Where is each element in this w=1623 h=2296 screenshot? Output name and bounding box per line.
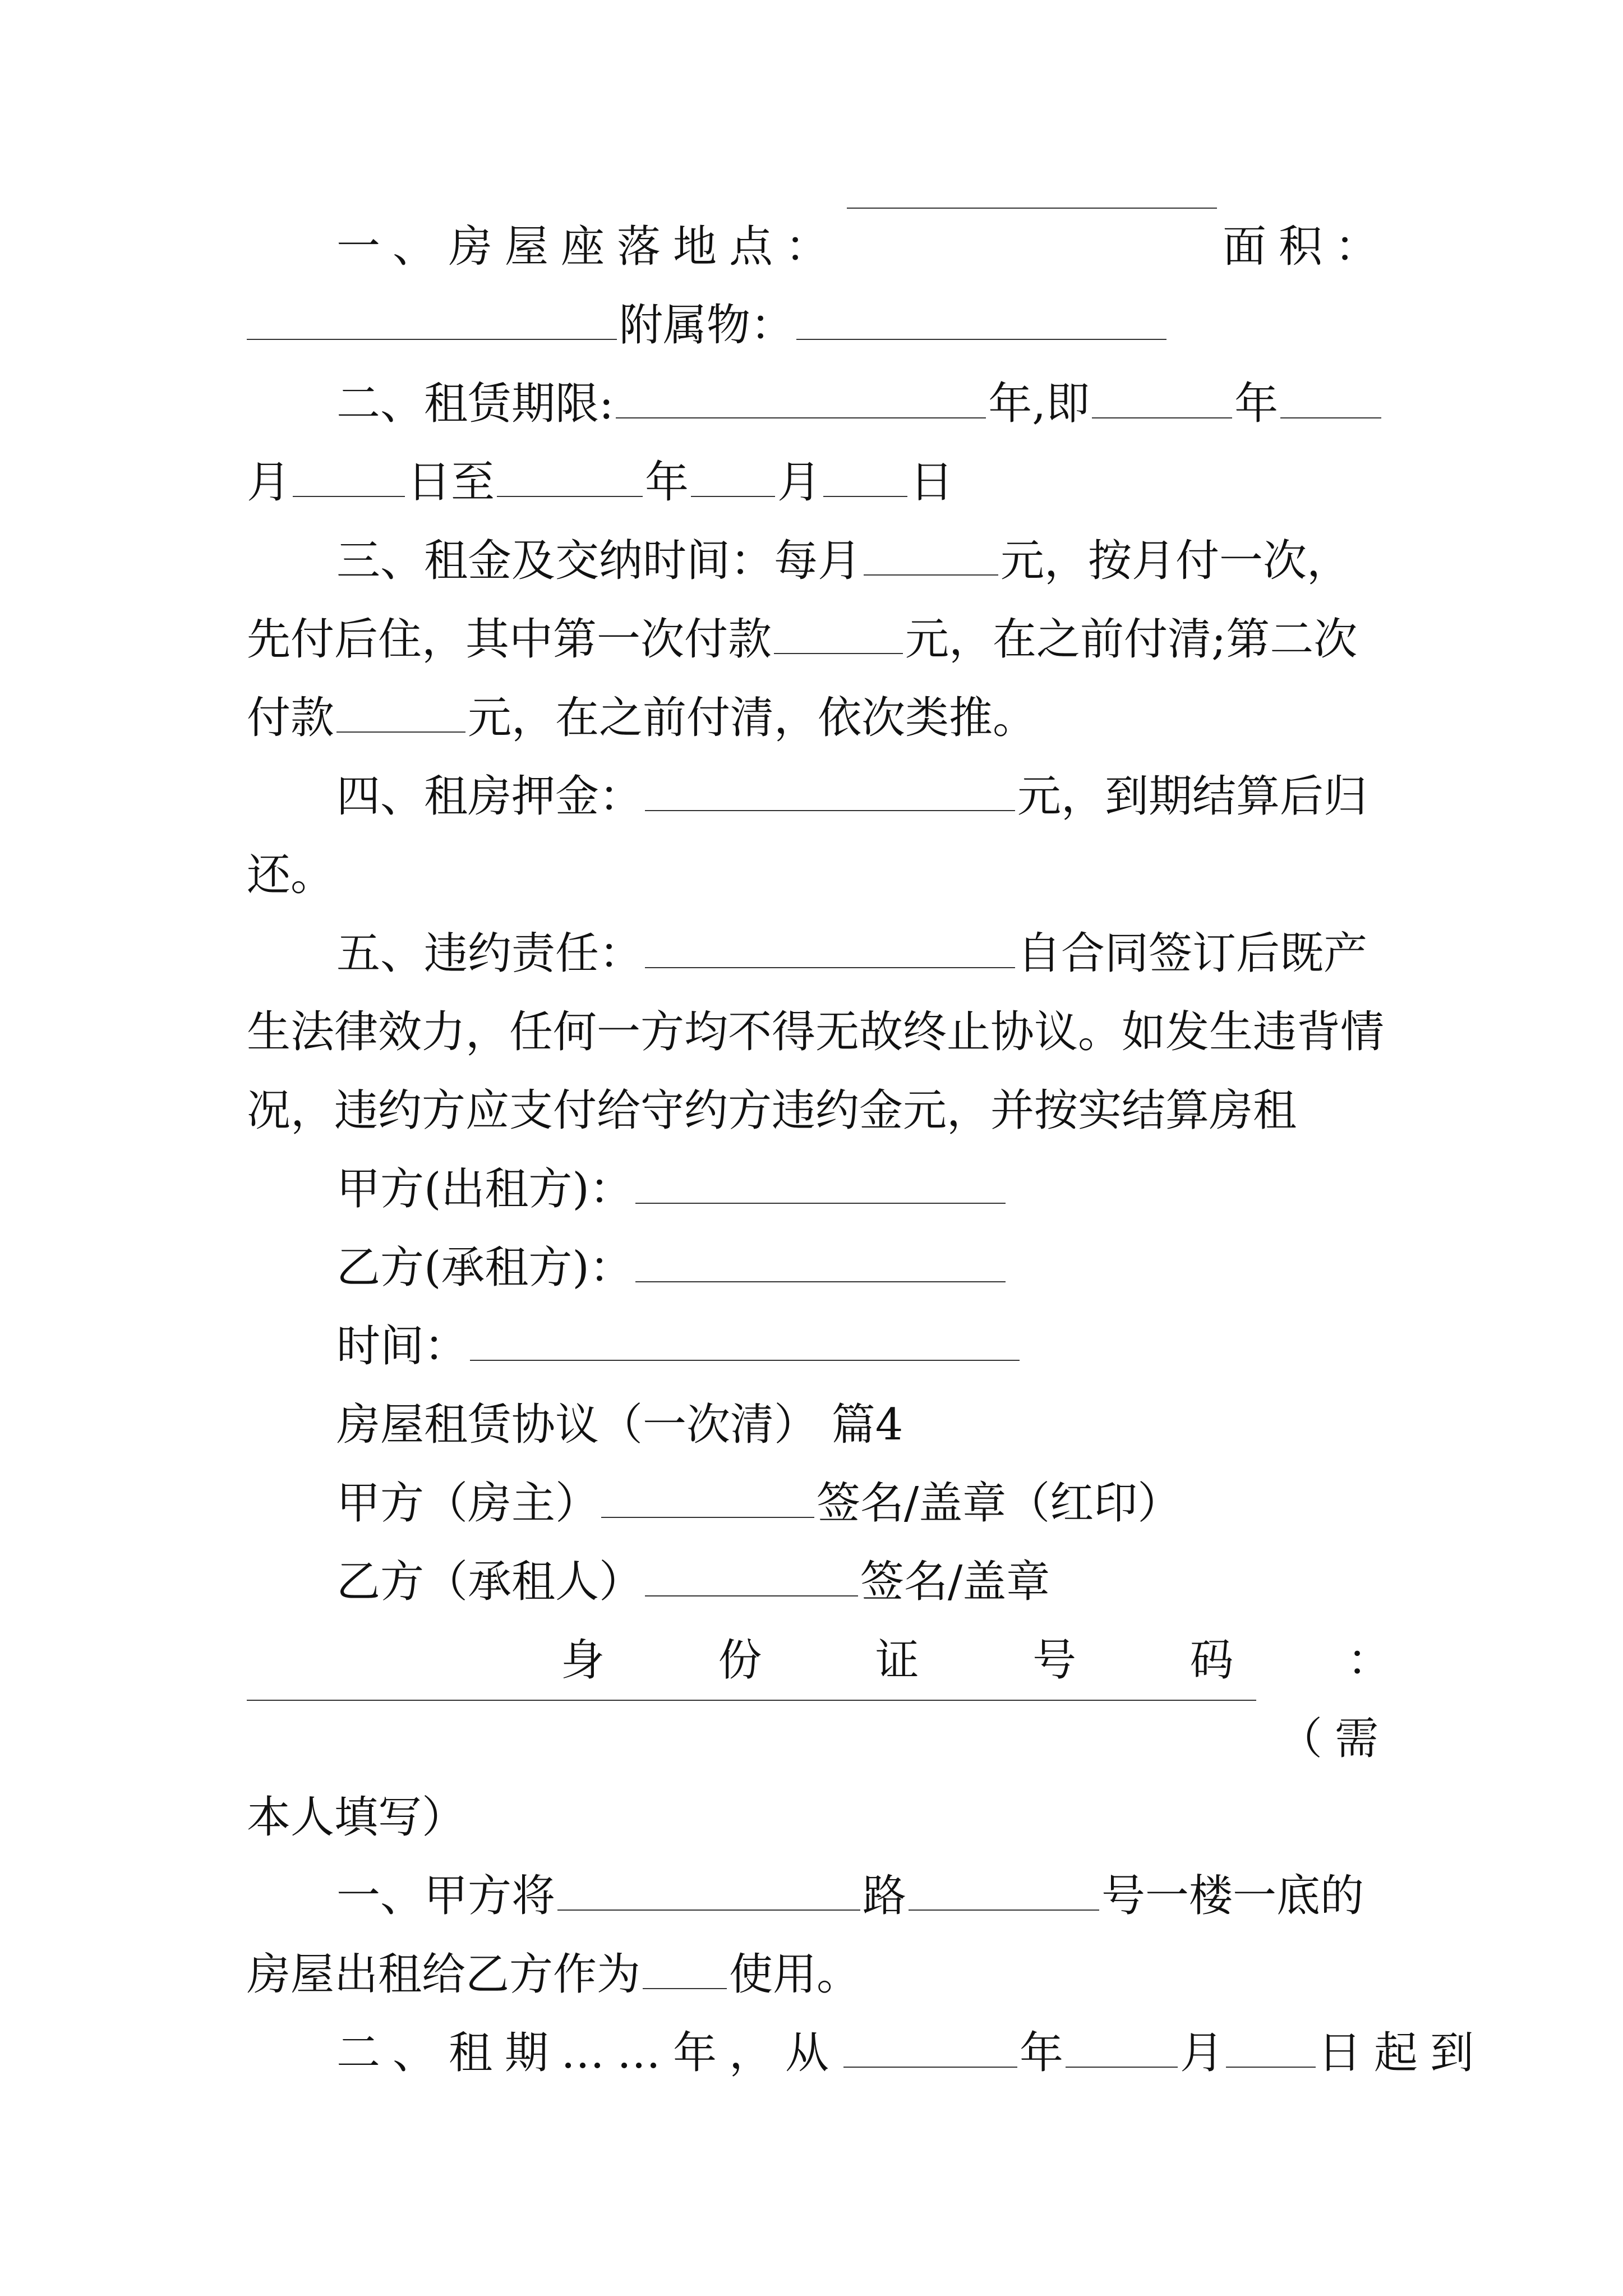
clause-3-line-3 <box>247 679 1391 757</box>
clause-5-line-2 <box>247 993 1391 1071</box>
id-number-blank[interactable] <box>247 1700 1256 1701</box>
party-b-label: 乙方(承租方)： <box>336 1243 633 1293</box>
p4-clause-1-line-1 <box>247 1857 1391 1935</box>
start-day-blank[interactable] <box>293 496 405 497</box>
clause-1-line-1 <box>247 208 1391 286</box>
clause-1-text-3: 房屋出租给乙方作为 <box>247 1949 641 2000</box>
id-number-blank-line <box>247 1700 1391 1778</box>
tenant-sign-label: 签名/盖章 <box>860 1557 1050 1607</box>
rent-label: 三、租金及交纳时间：每月 <box>336 536 862 586</box>
clause-1-location-label: 一、房屋座落地点： <box>336 222 842 272</box>
start-month-blank[interactable] <box>1280 417 1381 418</box>
first-payment-text: 先付后住，其中第一次付款 <box>247 614 772 665</box>
from-year-unit: 年 <box>1020 2028 1064 2078</box>
self-fill-note: 本人填写） <box>247 1792 466 1843</box>
p4-party-b <box>247 1543 1391 1621</box>
clause-1-text: 一、甲方将 <box>336 1871 556 1921</box>
id-char: ： <box>1347 1635 1391 1686</box>
time-label: 时间： <box>336 1321 468 1372</box>
landlord-blank[interactable] <box>601 1517 814 1518</box>
deposit-label: 四、租房押金： <box>336 771 643 822</box>
need-label: （需 <box>1278 1714 1391 1764</box>
p4-clause-2-line-1 <box>247 2014 1487 2092</box>
deposit-text-end: 还。 <box>247 850 335 900</box>
term-years-unit: 年,即 <box>988 379 1090 429</box>
clause-5-line-3 <box>247 1071 1391 1150</box>
from-day-text: 日起到 <box>1318 2028 1487 2078</box>
landlord-label: 甲方（房主） <box>336 1478 600 1529</box>
clause-1-text-2: 号一楼一底的 <box>1101 1871 1364 1921</box>
end-month-blank[interactable] <box>691 496 775 497</box>
number-blank[interactable] <box>909 1910 1099 1911</box>
id-char: 号 <box>1032 1635 1077 1686</box>
area-label: 面积： <box>1222 222 1391 272</box>
p4-clause-1-line-2 <box>247 1935 1391 2014</box>
clause-3-line-1 <box>247 522 1391 600</box>
party-a-blank[interactable] <box>635 1203 1006 1204</box>
year-unit: 年 <box>1234 379 1279 429</box>
term-years-blank[interactable] <box>616 417 986 418</box>
liability-label: 五、违约责任： <box>336 928 643 979</box>
liability-blank[interactable] <box>645 967 1015 968</box>
day-to-unit: 日至 <box>407 457 495 508</box>
id-char: 身 <box>561 1635 605 1686</box>
end-year-blank[interactable] <box>497 496 643 497</box>
tenant-blank[interactable] <box>645 1595 858 1596</box>
time-blank[interactable] <box>470 1360 1020 1361</box>
from-day-blank[interactable] <box>1226 2067 1316 2068</box>
clause-1-text-4: 使用。 <box>729 1949 861 2000</box>
deposit-text: 元，到期结算后归 <box>1017 771 1368 822</box>
from-month-blank[interactable] <box>1066 2067 1178 2068</box>
first-payment-blank[interactable] <box>774 653 903 654</box>
location-blank[interactable] <box>847 208 1217 209</box>
tenant-label: 乙方（承租人） <box>336 1557 643 1607</box>
term-label: 二、租赁期限: <box>336 379 614 429</box>
end-month-unit: 月 <box>777 457 822 508</box>
payment-text: 元，在之前付清，依次类推。 <box>468 693 1037 743</box>
id-number-label-line <box>561 1621 1391 1700</box>
month-unit: 月 <box>247 457 291 508</box>
party-a-label: 甲方(出租方)： <box>336 1164 633 1214</box>
signature-time <box>247 1307 1391 1386</box>
usage-blank[interactable] <box>643 1988 727 1989</box>
clause-2-line-1 <box>247 365 1391 443</box>
road-blank[interactable] <box>557 1910 860 1911</box>
id-char: 证 <box>875 1635 919 1686</box>
deposit-blank[interactable] <box>645 810 1015 811</box>
start-year-blank[interactable] <box>1092 417 1232 418</box>
second-payment-text: 元，在之前付清;第二次 <box>905 614 1358 665</box>
attachments-blank[interactable] <box>796 339 1166 340</box>
agreement-heading: 房屋租赁协议（一次清） 篇4 <box>336 1400 903 1450</box>
clause-4-line-1 <box>247 757 1391 836</box>
end-day-unit: 日 <box>910 457 954 508</box>
road-unit: 路 <box>863 1871 907 1921</box>
signature-party-b <box>247 1228 1391 1307</box>
clause-4-line-2 <box>247 836 1391 914</box>
section-heading <box>247 1386 1391 1464</box>
signature-party-a <box>247 1150 1391 1228</box>
party-b-blank[interactable] <box>635 1281 1006 1282</box>
clause-2-line-2 <box>247 443 1391 522</box>
end-day-blank[interactable] <box>823 496 907 497</box>
id-char: 份 <box>718 1635 762 1686</box>
attachments-label: 附属物： <box>619 300 795 351</box>
clause-5-line-1 <box>247 914 1391 993</box>
end-year-unit: 年 <box>645 457 689 508</box>
payment-label: 付款 <box>247 693 335 743</box>
area-blank[interactable] <box>247 339 617 340</box>
monthly-rent-blank[interactable] <box>864 574 998 576</box>
second-payment-blank[interactable] <box>336 731 465 733</box>
liability-text-3: 况，违约方应支付给守约方违约金元，并按实结算房租 <box>247 1085 1297 1136</box>
clause-2-text: 二、租期……年，从 <box>336 2028 842 2078</box>
p4-party-a <box>247 1464 1391 1543</box>
from-year-blank[interactable] <box>843 2067 1017 2068</box>
id-number-note <box>247 1778 1391 1857</box>
liability-text-2: 生法律效力，任何一方均不得无故终止协议。如发生违背情 <box>247 1007 1385 1057</box>
rent-text: 元，按月付一次， <box>1000 536 1351 586</box>
id-char: 码 <box>1189 1635 1234 1686</box>
clause-1-line-2 <box>247 286 1391 365</box>
landlord-sign-label: 签名/盖章（红印） <box>817 1478 1182 1529</box>
from-month-unit: 月 <box>1180 2028 1224 2078</box>
clause-3-line-2 <box>247 600 1391 679</box>
liability-text: 自合同签订后既产 <box>1017 928 1368 979</box>
